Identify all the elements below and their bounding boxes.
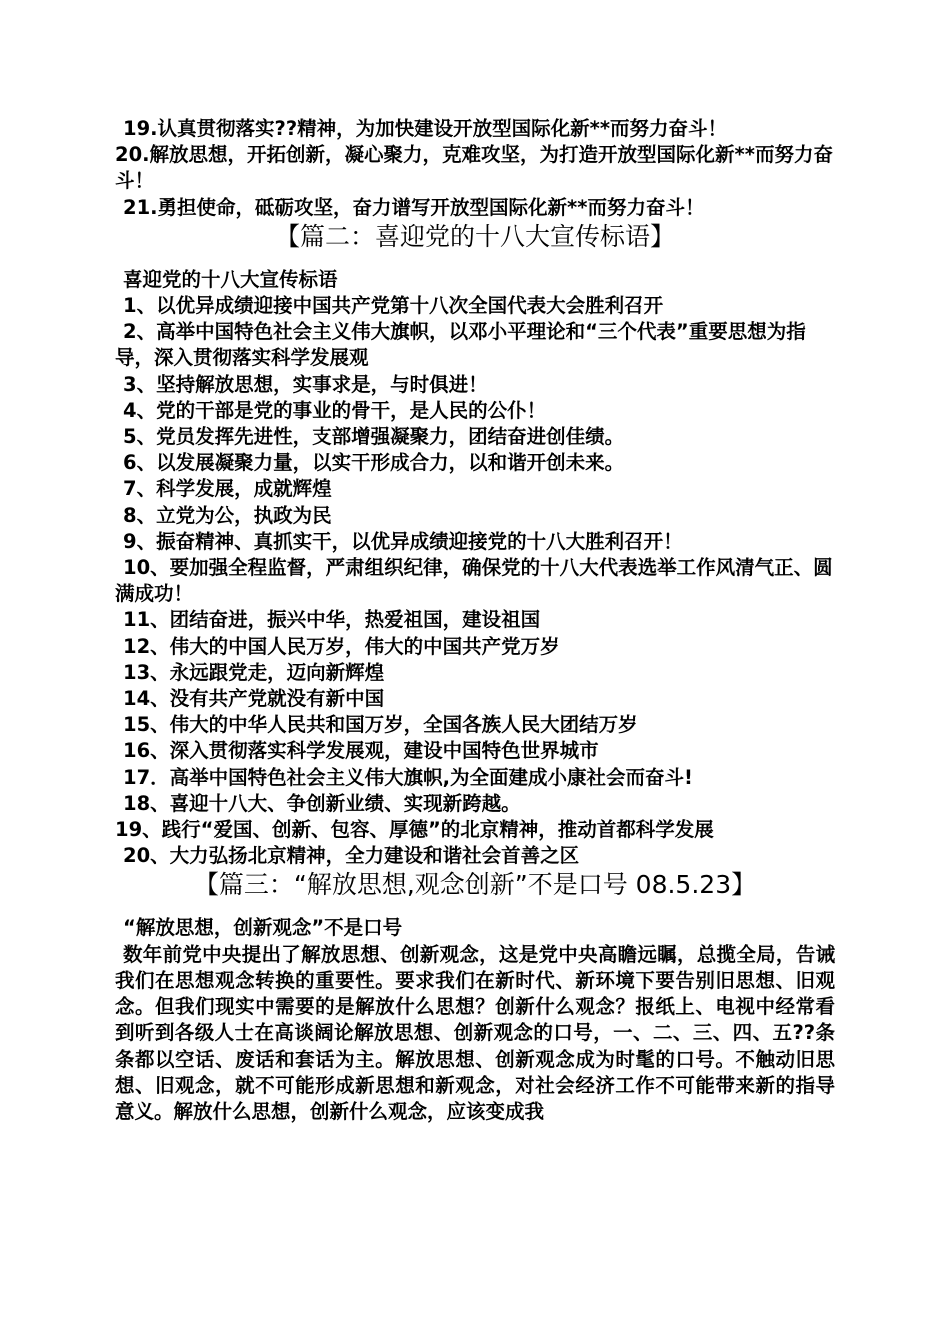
section-title-2: 喜迎党的十八大宣传标语 [123,267,338,291]
spacer [115,253,835,267]
spacer [115,901,835,915]
list-item: 7、科学发展，成就辉煌 [123,477,332,501]
list-item: 6、以发展凝聚力量，以实干形成合力，以和谐开创未来。 [123,451,625,475]
list-item: 10、要加强全程监督，严肃组织纪律，确保党的十八大代表选举工作风清气正、圆满成功！ [115,556,833,606]
list-item: 13、永远跟党走，迈向新辉煌 [123,660,385,684]
list-item: 17．高举中国特色社会主义伟大旗帜,为全面建成小康社会而奋斗! [123,765,693,789]
list-item: 14、没有共产党就没有新中国 [123,687,385,711]
list-item: 2、高举中国特色社会主义伟大旗帜，以邓小平理论和“三个代表”重要思想为指导，深入贯彻落实科学发展观 [115,320,806,370]
list-item: 19、践行“爱国、创新、包容、厚德”的北京精神，推动首都科学发展 [115,818,714,842]
list-item: 1、以优异成绩迎接中国共产党第十八次全国代表大会胜利召开 [123,294,664,318]
list-item: 3、坚持解放思想，实事求是，与时俱进！ [123,372,488,396]
slogan-19: 19.认真贯彻落实??精神，为加快建设开放型国际化新**而努力奋斗！ [123,117,728,140]
slogan-20: 20.解放思想，开拓创新，凝心聚力，克难攻坚，为打造开放型国际化新**而努力奋斗！ [115,143,833,193]
list-item: 16、深入贯彻落实科学发展观，建设中国特色世界城市 [123,739,599,763]
list-item: 12、伟大的中国人民万岁，伟大的中国共产党万岁 [123,634,560,658]
section-title-3: “解放思想，创新观念”不是口号 [123,916,403,940]
list-item: 15、伟大的中华人民共和国万岁，全国各族人民大团结万岁 [123,713,638,737]
section-heading-3: 【篇三：“解放思想,观念创新”不是口号 08.5.23】 [193,870,757,900]
list-item: 5、党员发挥先进性，支部增强凝聚力，团结奋进创佳绩。 [123,425,625,449]
section-heading-2: 【篇二：喜迎党的十八大宣传标语】 [274,221,675,251]
list-item: 18、喜迎十八大、争创新业绩、实现新跨越。 [123,791,521,815]
list-item: 8、立党为公，执政为民 [123,503,332,527]
list-item: 20、大力弘扬北京精神，全力建设和谐社会首善之区 [123,844,580,868]
body-paragraph: 数年前党中央提出了解放思想、创新观念，这是党中央高瞻远瞩，总揽全局，告诫我们在思想观念转换的重要性。要求我们在新时代、新环境下要告别旧思想、旧观念。但我们现实中需要的是解放什么思想？创新什么观念？报纸上、电视中经常看到听到各级人士在高谈阔论解放思想、创新观念的口号，一、二、三、四、五??条条都以空话、废话和套话为主。解放思想、创新观念成为时髦的口号。不触动旧思想、旧观念，就不可能形成新思想和新观念，对社会经济工作不可能带来新的指导意义。解放什么思想，创新什么观念，应该变成我 [115,942,835,1123]
slogan-21: 21.勇担使命，砥砺攻坚，奋力谱写开放型国际化新**而努力奋斗！ [123,195,705,219]
list-item: 4、党的干部是党的事业的骨干，是人民的公仆！ [123,398,547,422]
document-page [115,116,835,1125]
list-item: 9、振奋精神、真抓实干，以优异成绩迎接党的十八大胜利召开！ [123,529,683,553]
list-item: 11、团结奋进，振兴中华，热爱祖国，建设祖国 [123,608,541,632]
